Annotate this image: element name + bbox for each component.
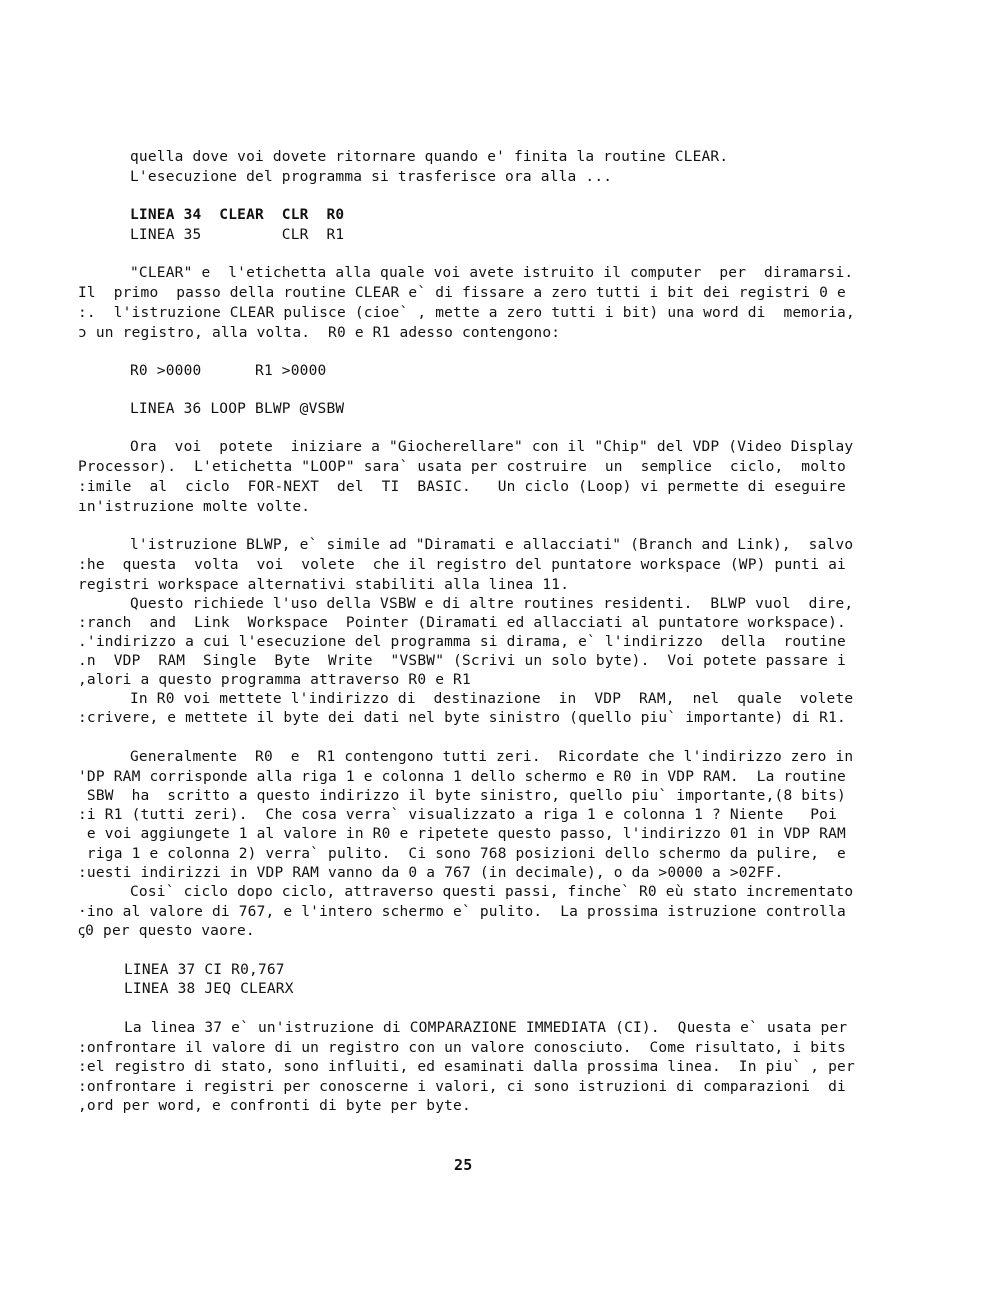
text-line: Processor). L'etichetta "LOOP" sara` usata per costruire un semplice ciclo, molto [78,459,846,475]
page-number: 25 [454,1156,473,1174]
code-line: LINEA 38 JEQ CLEARX [124,981,294,997]
code-line: R0 >0000 R1 >0000 [130,363,327,379]
text-line: "CLEAR" e l'etichetta alla quale voi avete istruito il computer per diramarsi. [130,265,854,281]
text-line: :ranch and Link Workspace Pointer (Diramati ed allacciati al puntatore workspace). [78,615,846,631]
text-line: .n VDP RAM Single Byte Write "VSBW" (Scrivi un solo byte). Voi potete passare i [78,653,846,669]
text-line: ·ino al valore di 767, e l'intero schermo e` pulito. La prossima istruzione controlla [78,904,846,920]
text-line: .'indirizzo a cui l'esecuzione del programma si dirama, e` l'indirizzo della routine [78,634,846,650]
text-line: :crivere, e mettete il byte dei dati nel byte sinistro (quello piu` importante) di R1. [78,710,846,726]
text-line: Cosi` ciclo dopo ciclo, attraverso questi passi, finche` R0 eù stato incrementato [130,884,854,900]
text-line: :he questa volta voi volete che il registro del puntatore workspace (WP) punti ai [78,557,846,573]
code-line: LINEA 36 LOOP BLWP @VSBW [130,401,345,417]
text-line: Questo richiede l'uso della VSBW e di altre routines residenti. BLWP vuol dire, [130,596,854,612]
text-line: :i R1 (tutti zeri). Che cosa verra` visualizzato a riga 1 e colonna 1 ? Niente Poi [78,807,838,823]
text-line: SBW ha scritto a questo indirizzo il byte sinistro, quello piu` importante,(8 bits) [78,788,846,804]
text-line: :uesti indirizzi in VDP RAM vanno da 0 a 767 (in decimale), o da >0000 a >02FF. [78,865,784,881]
text-line: :imile al ciclo FOR-NEXT del TI BASIC. Un ciclo (Loop) vi permette di eseguire [78,479,846,495]
code-line: LINEA 37 CI R0,767 [124,962,285,978]
text-line: ɔ un registro, alla volta. R0 e R1 adesso contengono: [78,325,561,341]
text-line: e voi aggiungete 1 al valore in R0 e ripetete questo passo, l'indirizzo 01 in VDP RAM [78,826,846,842]
text-line: L'esecuzione del programma si trasferisce ora alla ... [130,169,613,185]
code-line: LINEA 34 CLEAR CLR R0 [130,207,345,223]
text-line: :el registro di stato, sono influiti, ed esaminati dalla prossima linea. In piu` , per [78,1059,855,1075]
text-line: :onfrontare il valore di un registro con un valore conosciuto. Come risultato, i bits [78,1040,846,1056]
text-line: l'istruzione BLWP, e` simile ad "Diramati e allacciati" (Branch and Link), salvo [130,537,854,553]
text-line: ,ord per word, e confronti di byte per byte. [78,1098,471,1114]
text-line: ,alori a questo programma attraverso R0 e R1 [78,672,471,688]
text-line: registri workspace alternativi stabiliti alla linea 11. [78,577,570,593]
text-line: La linea 37 e` un'istruzione di COMPARAZIONE IMMEDIATA (CI). Questa e` usata per [124,1020,848,1036]
text-line: ꞔ0 per questo vaore. [78,923,255,939]
text-line: riga 1 e colonna 2) verra` pulito. Ci sono 768 posizioni dello schermo da pulire, e [78,846,846,862]
text-line: ın'istruzione molte volte. [78,499,311,515]
text-line: Ora voi potete iniziare a "Giocherellare" con il "Chip" del VDP (Video Display [130,439,854,455]
text-line: In R0 voi mettete l'indirizzo di destinazione in VDP RAM, nel quale volete [130,691,854,707]
text-line: quella dove voi dovete ritornare quando e' finita la routine CLEAR. [130,149,729,165]
text-line: :onfrontare i registri per conoscerne i valori, ci sono istruzioni di comparazioni di [78,1079,846,1095]
text-line: Generalmente R0 e R1 contengono tutti zeri. Ricordate che l'indirizzo zero in [130,749,854,765]
text-line: :. l'istruzione CLEAR pulisce (cioe` , mette a zero tutti i bit) una word di memoria, [78,305,855,321]
text-line: Il primo passo della routine CLEAR e` di fissare a zero tutti i bit dei registri 0 e [78,285,846,301]
text-line: 'DP RAM corrisponde alla riga 1 e colonna 1 dello schermo e R0 in VDP RAM. La routine [78,769,846,785]
code-line: LINEA 35 CLR R1 [130,227,345,243]
